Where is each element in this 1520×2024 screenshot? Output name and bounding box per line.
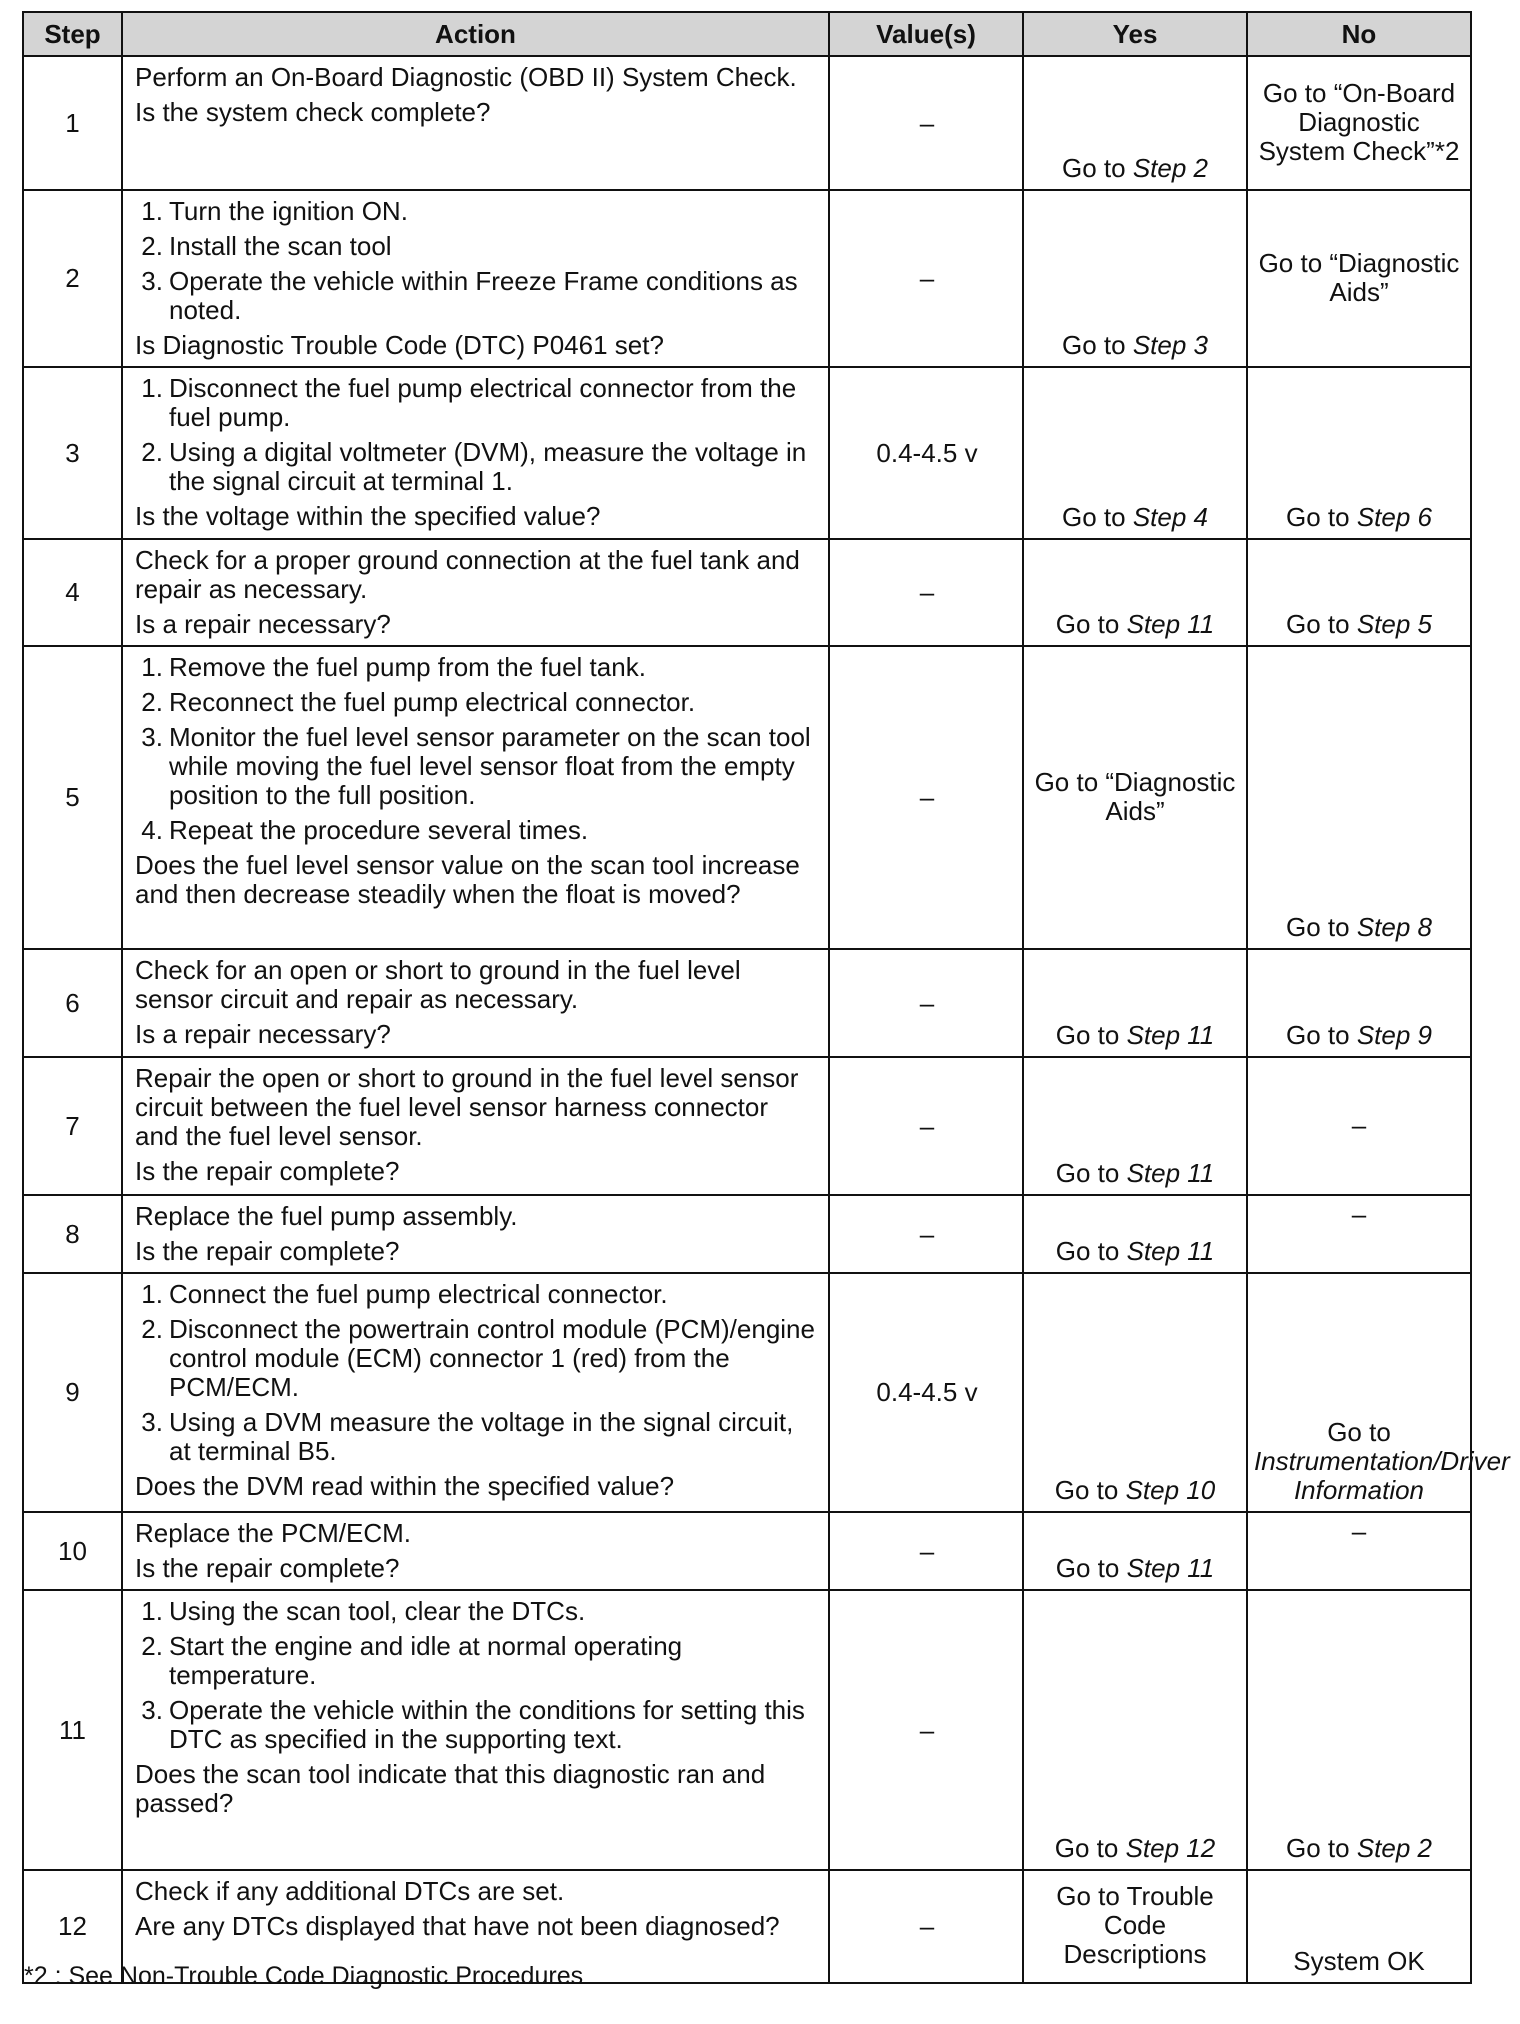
yes-cell: [1023, 1512, 1247, 1590]
yes-cell: [1023, 1273, 1247, 1512]
action-cell: [122, 1590, 829, 1870]
no-cell: [1247, 190, 1471, 367]
no-cell: [1247, 1195, 1471, 1273]
yes-step-ref: Step 11: [1126, 1553, 1215, 1583]
yes-cell: [1023, 646, 1247, 949]
yes-step-ref: Step 12: [1125, 1833, 1216, 1863]
header-step: Step: [23, 12, 122, 56]
value-cell: –: [829, 1512, 1023, 1590]
action-steps-list: [135, 653, 818, 845]
step-number: 6: [23, 949, 122, 1057]
action-step: Monitor the fuel level sensor parameter on the scan tool while moving the fuel level sensor float from the empty position to the full position.: [169, 722, 811, 810]
action-steps-list: [135, 1597, 818, 1754]
table-row: [23, 949, 1471, 1057]
action-question: Is the system check complete?: [135, 97, 491, 127]
yes-step-ref: Step 11: [1126, 1020, 1215, 1050]
yes-cell: [1023, 539, 1247, 646]
action-cell: [122, 1195, 829, 1273]
no-cell: [1247, 1590, 1471, 1870]
no-cell: [1247, 367, 1471, 539]
action-step: Connect the fuel pump electrical connector.: [169, 1279, 668, 1309]
no-cell: [1247, 539, 1471, 646]
action-question: Is a repair necessary?: [135, 609, 391, 639]
yes-text: Go to: [1062, 502, 1133, 532]
action-step: Repeat the procedure several times.: [169, 815, 589, 845]
action-text: Replace the fuel pump assembly.: [135, 1201, 518, 1231]
no-step-ref: Step 6: [1356, 502, 1432, 532]
no-text: –: [1351, 1199, 1367, 1229]
yes-cell: [1023, 1195, 1247, 1273]
table-row: [23, 1273, 1471, 1512]
yes-cell: [1023, 1870, 1247, 1983]
action-cell: [122, 646, 829, 949]
table-row: [23, 56, 1471, 190]
step-number: 4: [23, 539, 122, 646]
yes-step-ref: Step 4: [1132, 502, 1208, 532]
action-cell: [122, 1057, 829, 1195]
no-cell: [1247, 1057, 1471, 1195]
yes-cell: [1023, 190, 1247, 367]
yes-step-ref: Step 11: [1126, 609, 1215, 639]
yes-text: Go to Trouble Code Descriptions: [1056, 1881, 1214, 1969]
step-number: 3: [23, 367, 122, 539]
action-question: Is Diagnostic Trouble Code (DTC) P0461 set?: [135, 330, 664, 360]
diagnostic-table: [22, 11, 1510, 1984]
no-text: –: [1351, 1109, 1367, 1140]
action-steps-list: [135, 1280, 818, 1466]
yes-step-ref: Step 11: [1126, 1236, 1215, 1266]
no-text: –: [1351, 1516, 1367, 1546]
action-steps-list: [135, 197, 818, 325]
value-cell: –: [829, 646, 1023, 949]
action-text: Check if any additional DTCs are set.: [135, 1876, 565, 1906]
yes-text: Go to: [1055, 1553, 1127, 1583]
action-cell: [122, 1512, 829, 1590]
yes-step-ref: Step 2: [1132, 153, 1208, 183]
value-cell: –: [829, 56, 1023, 190]
action-step: Using a digital voltmeter (DVM), measure the voltage in the signal circuit at terminal 1.: [169, 437, 807, 496]
yes-text: Go to: [1055, 1020, 1127, 1050]
action-question: Is a repair necessary?: [135, 1019, 391, 1049]
action-step: Using a DVM measure the voltage in the signal circuit, at terminal B5.: [169, 1407, 794, 1466]
no-cell: [1247, 1273, 1510, 1512]
table-row: [23, 539, 1471, 646]
action-text: Check for an open or short to ground in the fuel level sensor circuit and repair as necessary.: [135, 955, 741, 1014]
action-step: Operate the vehicle within the conditions for setting this DTC as specified in the supporting text.: [169, 1695, 805, 1754]
yes-cell: [1023, 1590, 1247, 1870]
action-step: Disconnect the powertrain control module (PCM)/engine control module (ECM) connector 1 (red) from the PCM/ECM.: [169, 1314, 815, 1402]
value-cell: 0.4-4.5 v: [829, 367, 1023, 539]
action-text: Check for a proper ground connection at the fuel tank and repair as necessary.: [135, 545, 800, 604]
action-cell: [122, 367, 829, 539]
yes-text: Go to: [1055, 609, 1127, 639]
no-cell: [1247, 56, 1471, 190]
yes-text: Go to: [1055, 1236, 1127, 1266]
action-question: Is the repair complete?: [135, 1156, 400, 1186]
action-question: Is the repair complete?: [135, 1553, 400, 1583]
no-text: Go to: [1327, 1417, 1391, 1447]
value-cell: –: [829, 190, 1023, 367]
header-no: No: [1247, 12, 1471, 56]
no-text: Go to: [1286, 502, 1357, 532]
action-step: Install the scan tool: [169, 231, 392, 261]
action-cell: [122, 949, 829, 1057]
yes-cell: [1023, 367, 1247, 539]
no-step-ref: Step 5: [1356, 609, 1432, 639]
action-text: Perform an On-Board Diagnostic (OBD II) System Check.: [135, 62, 797, 92]
table-header-row: [23, 12, 1471, 56]
step-number: 5: [23, 646, 122, 949]
no-step-ref: Step 2: [1356, 1833, 1432, 1863]
action-step: Operate the vehicle within Freeze Frame conditions as noted.: [169, 266, 798, 325]
yes-cell: [1023, 949, 1247, 1057]
table-row: [23, 1590, 1471, 1870]
action-text: Repair the open or short to ground in the fuel level sensor circuit between the fuel level sensor harness connector and the fuel level sensor.: [135, 1063, 799, 1151]
step-number: 10: [23, 1512, 122, 1590]
yes-text: Go to: [1062, 330, 1133, 360]
value-cell: –: [829, 1590, 1023, 1870]
step-number: 7: [23, 1057, 122, 1195]
no-step-ref: Instrumentation/Driver Information: [1254, 1446, 1510, 1505]
no-step-ref: Step 8: [1356, 912, 1432, 942]
action-text: Replace the PCM/ECM.: [135, 1518, 411, 1548]
step-number: 2: [23, 190, 122, 367]
action-cell: [122, 190, 829, 367]
yes-step-ref: Step 10: [1125, 1475, 1216, 1505]
table-row: [23, 1512, 1471, 1590]
action-question: Does the scan tool indicate that this diagnostic ran and passed?: [135, 1759, 766, 1818]
footnote: *2 : See Non-Trouble Code Diagnostic Procedures: [24, 1962, 584, 1990]
value-cell: –: [829, 1057, 1023, 1195]
yes-text: Go to: [1055, 1158, 1127, 1188]
no-text: Go to: [1286, 912, 1357, 942]
step-number: 1: [23, 56, 122, 190]
no-text: Go to “On-Board Diagnostic System Check”*2: [1258, 77, 1460, 166]
yes-step-ref: Step 3: [1132, 330, 1208, 360]
value-cell: 0.4-4.5 v: [829, 1273, 1023, 1512]
action-step: Using the scan tool, clear the DTCs.: [169, 1596, 586, 1626]
action-question: Does the DVM read within the specified value?: [135, 1471, 675, 1501]
no-text: Go to: [1286, 609, 1357, 639]
yes-cell: [1023, 56, 1247, 190]
no-cell: [1247, 646, 1471, 949]
action-step: Turn the ignition ON.: [169, 196, 408, 226]
header-action: Action: [122, 12, 829, 56]
action-question: Is the repair complete?: [135, 1236, 400, 1266]
no-text: Go to: [1286, 1020, 1357, 1050]
value-cell: –: [829, 1195, 1023, 1273]
action-question: Is the voltage within the specified value?: [135, 501, 601, 531]
step-number: 8: [23, 1195, 122, 1273]
action-question: Are any DTCs displayed that have not been diagnosed?: [135, 1911, 780, 1941]
action-cell: [122, 56, 829, 190]
action-question: Does the fuel level sensor value on the scan tool increase and then decrease steadily when the float is moved?: [135, 850, 800, 909]
step-number: 12: [23, 1870, 122, 1983]
value-cell: –: [829, 949, 1023, 1057]
action-cell: [122, 1273, 829, 1512]
no-cell: [1247, 949, 1471, 1057]
value-cell: –: [829, 539, 1023, 646]
no-text: Go to “Diagnostic Aids”: [1258, 247, 1460, 307]
step-number: 11: [23, 1590, 122, 1870]
table-row: [23, 367, 1471, 539]
no-cell: [1247, 1870, 1471, 1983]
yes-text: Go to: [1054, 1833, 1126, 1863]
table-row: [23, 190, 1471, 367]
yes-text: Go to: [1054, 1475, 1126, 1505]
header-values: Value(s): [829, 12, 1023, 56]
no-text: System OK: [1293, 1946, 1425, 1976]
yes-text: Go to “Diagnostic Aids”: [1034, 766, 1236, 826]
action-cell: [122, 539, 829, 646]
action-step: Remove the fuel pump from the fuel tank.: [169, 652, 646, 682]
action-step: Start the engine and idle at normal operating temperature.: [169, 1631, 683, 1690]
table-row: [23, 1057, 1471, 1195]
yes-cell: [1023, 1057, 1247, 1195]
action-step: Disconnect the fuel pump electrical connector from the fuel pump.: [169, 373, 797, 432]
no-step-ref: Step 9: [1356, 1020, 1432, 1050]
diagnostic-table-container: [22, 11, 1510, 1984]
action-step: Reconnect the fuel pump electrical connector.: [169, 687, 696, 717]
table-row: [23, 646, 1471, 949]
no-text: Go to: [1286, 1833, 1357, 1863]
header-yes: Yes: [1023, 12, 1247, 56]
no-cell: [1247, 1512, 1471, 1590]
action-steps-list: [135, 374, 818, 496]
table-row: [23, 1195, 1471, 1273]
yes-text: Go to: [1062, 153, 1133, 183]
value-cell: –: [829, 1870, 1023, 1983]
step-number: 9: [23, 1273, 122, 1512]
yes-step-ref: Step 11: [1126, 1158, 1215, 1188]
